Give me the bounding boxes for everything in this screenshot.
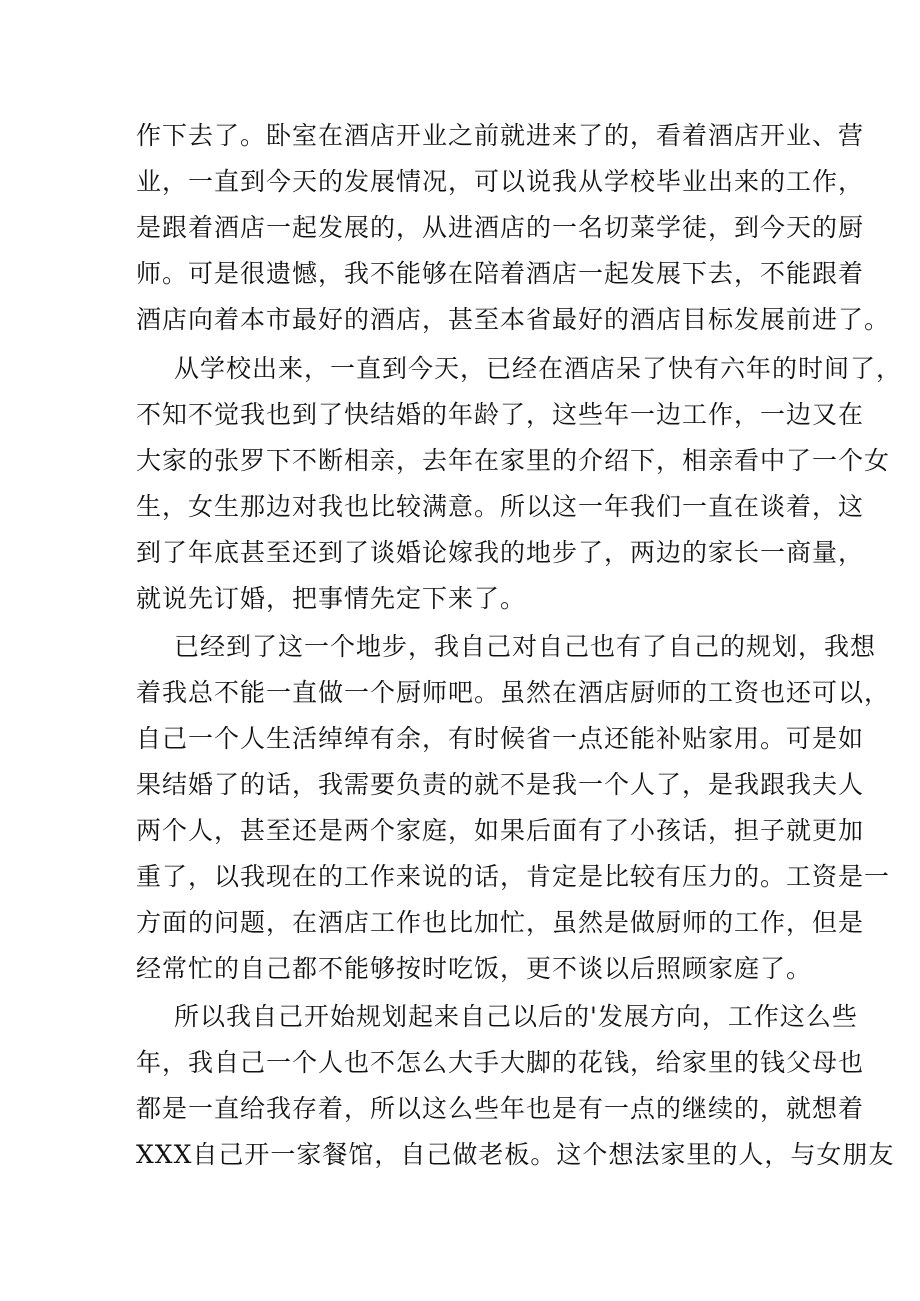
paragraph-2-line-1: 从学校出来，一直到今天，已经在酒店呆了快有六年的时间了， [174, 354, 903, 383]
paragraph-4-line-2: 年，我自己一个人也不怎么大手大脚的花钱，给家里的钱父母也 [136, 1048, 865, 1077]
paragraph-1-line-5: 酒店向着本市最好的酒店，甚至本省最好的酒店目标发展前进了。 [136, 305, 891, 334]
paragraph-1-line-3: 是跟着酒店一起发展的，从进酒店的一名切菜学徒，到今天的厨 [136, 213, 865, 242]
paragraph-2-line-6: 就说先订婚，把事情先定下来了。 [136, 584, 527, 613]
paragraph-2-line-2: 不知不觉我也到了快结婚的年龄了，这些年一边工作，一边又在 [136, 400, 865, 429]
paragraph-1-line-4: 师。可是很遗憾，我不能够在陪着酒店一起发展下去，不能跟着 [136, 259, 865, 288]
paragraph-4-line-1: 所以我自己开始规划起来自己以后的'发展方向，工作这么些 [174, 1002, 858, 1031]
paragraph-1-line-1: 作下去了。卧室在酒店开业之前就进来了的，看着酒店开业、营 [136, 121, 865, 150]
paragraph-3-line-4: 果结婚了的话，我需要负责的就不是我一个人了，是我跟我夫人 [136, 770, 865, 799]
paragraph-3-line-6: 重了，以我现在的工作来说的话，肯定是比较有压力的。工资是一 [136, 862, 891, 891]
paragraph-2-line-3: 大家的张罗下不断相亲，去年在家里的介绍下，相亲看中了一个女 [136, 446, 891, 475]
paragraph-3-line-1: 已经到了这一个地步，我自己对自己也有了自己的规划，我想 [174, 632, 877, 661]
paragraph-3-line-8: 经常忙的自己都不能够按时吃饭，更不谈以后照顾家庭了。 [136, 954, 813, 983]
paragraph-4-line-4: XXX自己开一家餐馆，自己做老板。这个想法家里的人，与女朋友 [136, 1140, 895, 1169]
paragraph-4-line-3: 都是一直给我存着，所以这么些年也是有一点的继续的，就想着 [136, 1094, 865, 1123]
paragraph-2-line-5: 到了年底甚至还到了谈婚论嫁我的地步了，两边的家长一商量， [136, 538, 865, 567]
paragraph-3-line-7: 方面的问题，在酒店工作也比加忙，虽然是做厨师的工作，但是 [136, 908, 865, 937]
paragraph-2-line-4: 生，女生那边对我也比较满意。所以这一年我们一直在谈着，这 [136, 492, 865, 521]
paragraph-3-line-3: 自己一个人生活绰绰有余，有时候省一点还能补贴家用。可是如 [136, 724, 865, 753]
paragraph-1-line-2: 业，一直到今天的发展情况，可以说我从学校毕业出来的工作， [136, 167, 865, 196]
paragraph-3-line-5: 两个人，甚至还是两个家庭，如果后面有了小孩话，担子就更加 [136, 816, 865, 845]
paragraph-3-line-2: 着我总不能一直做一个厨师吧。虽然在酒店厨师的工资也还可以， [136, 678, 891, 707]
